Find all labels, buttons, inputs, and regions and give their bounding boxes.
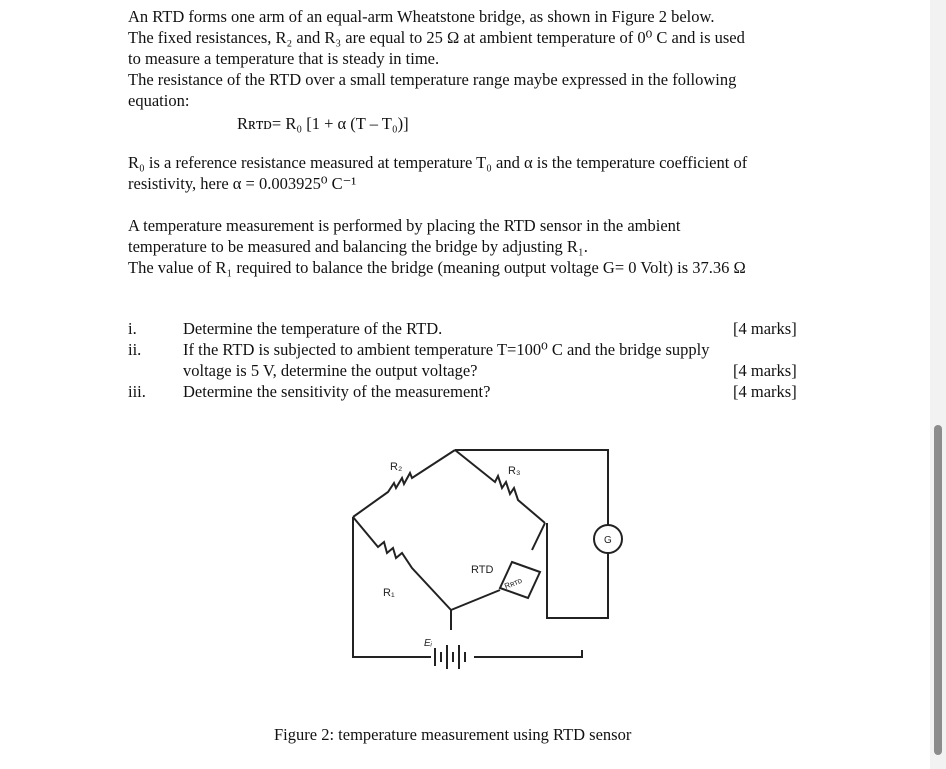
figure-caption: Figure 2: temperature measurement using RTD sensor <box>274 725 632 744</box>
scrollbar-thumb[interactable] <box>934 425 942 755</box>
question-1-marks: [4 marks] <box>733 319 797 338</box>
question-2-text-line-1: If the RTD is subjected to ambient temperature T=100⁰ C and the bridge supply <box>183 340 710 359</box>
intro-line-4: The resistance of the RTD over a small temperature range maybe expressed in the following <box>128 70 737 89</box>
question-2-number: ii. <box>128 340 142 359</box>
definition-line-1: R₀ is a reference resistance measured at temperature T₀ and α is the temperature coefficient of <box>128 153 748 172</box>
definition-line-2: resistivity, here α = 0.003925⁰ C⁻¹ <box>128 174 357 193</box>
r3-resistor <box>455 450 545 523</box>
procedure-line-3: The value of R₁ required to balance the bridge (meaning output voltage G= 0 Volt) is 37.36 Ω <box>128 258 746 277</box>
rtd-equation: Rʀᴛᴅ= R₀ [1 + α (T – T₀)] <box>237 114 409 133</box>
label-g: G <box>604 535 612 546</box>
label-r1: R₁ <box>383 587 395 599</box>
rtd-element <box>451 523 545 610</box>
scrollbar-track[interactable] <box>930 0 946 769</box>
label-rrtd: Rʀᴛᴅ <box>503 575 524 591</box>
question-1-number: i. <box>128 319 137 338</box>
intro-line-3: to measure a temperature that is steady in time. <box>128 49 440 68</box>
r2-resistor <box>353 450 455 517</box>
label-r3: R₃ <box>508 465 521 477</box>
question-3-number: iii. <box>128 382 146 401</box>
procedure-line-1: A temperature measurement is performed by placing the RTD sensor in the ambient <box>128 216 681 235</box>
label-r2: R₂ <box>390 461 403 473</box>
procedure-line-2: temperature to be measured and balancing the bridge by adjusting R₁. <box>128 237 588 256</box>
label-ei: Eᵢ <box>424 638 432 649</box>
question-3-marks: [4 marks] <box>733 382 797 401</box>
wheatstone-bridge-figure <box>340 440 640 675</box>
question-1-text: Determine the temperature of the RTD. <box>183 319 443 338</box>
question-3-text: Determine the sensitivity of the measurement? <box>183 382 491 401</box>
question-2-text-line-2: voltage is 5 V, determine the output voltage? <box>183 361 478 380</box>
intro-line-1: An RTD forms one arm of an equal-arm Wheatstone bridge, as shown in Figure 2 below. <box>128 7 715 26</box>
r1-resistor <box>353 517 451 610</box>
intro-line-5: equation: <box>128 91 190 110</box>
question-2-marks: [4 marks] <box>733 361 797 380</box>
battery <box>435 645 465 669</box>
label-rtd: RTD <box>471 564 494 576</box>
intro-line-2: The fixed resistances, R₂ and R₃ are equal to 25 Ω at ambient temperature of 0⁰ C and is used <box>128 28 745 47</box>
